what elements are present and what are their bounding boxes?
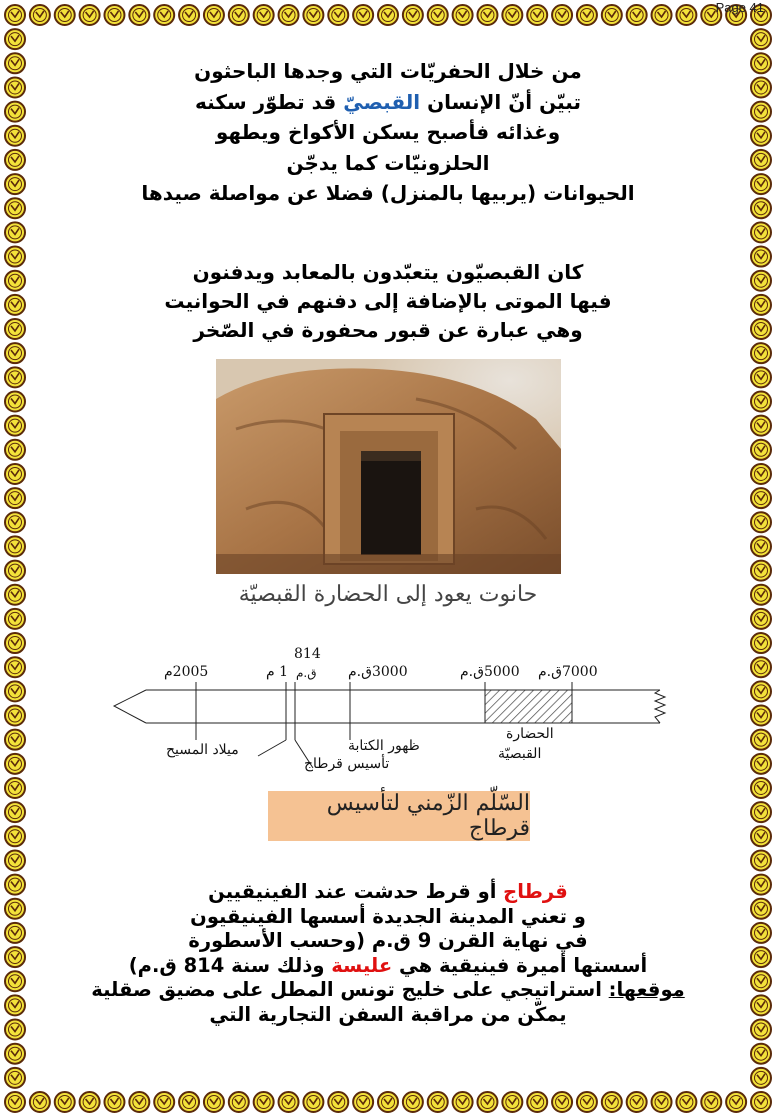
clock-ornament-icon (5, 1044, 25, 1064)
clock-ornament-icon (5, 947, 25, 967)
clock-ornament-icon (154, 5, 174, 25)
clock-ornament-icon (751, 971, 771, 991)
rock-tomb-photo (216, 359, 561, 574)
clock-ornament-icon (751, 561, 771, 581)
paragraph-carthage (60, 880, 716, 1027)
location-label: موقعها: (608, 978, 685, 1001)
paragraph-capsian-burial (60, 258, 716, 345)
clock-ornament-icon (378, 5, 398, 25)
clock-ornament-icon (5, 295, 25, 315)
clock-ornament-icon (5, 561, 25, 581)
clock-ornament-icon (751, 585, 771, 605)
clock-ornament-icon (751, 126, 771, 146)
clock-ornament-icon (676, 5, 696, 25)
clock-ornament-icon (5, 150, 25, 170)
clock-ornament-icon (751, 102, 771, 122)
clock-ornament-icon (477, 1092, 497, 1112)
date-7000bc: 7000ق.م (538, 664, 598, 680)
clock-ornament-icon (229, 1092, 249, 1112)
clock-ornament-icon (751, 1020, 771, 1040)
clock-ornament-icon (751, 222, 771, 242)
clock-ornament-icon (5, 585, 25, 605)
clock-ornament-icon (751, 899, 771, 919)
clock-ornament-icon (5, 1020, 25, 1040)
clock-ornament-icon (129, 5, 149, 25)
clock-ornament-icon (5, 512, 25, 532)
text-line: أسستها أميرة فينيقية هي عليسة وذلك سنة 814 ق.م) (128, 953, 648, 977)
clock-ornament-icon (502, 1092, 522, 1112)
clock-ornament-icon (279, 1092, 299, 1112)
clock-ornament-icon (627, 5, 647, 25)
clock-ornament-icon (328, 1092, 348, 1112)
clock-ornament-icon (5, 754, 25, 774)
clock-ornament-icon (5, 464, 25, 484)
clock-ornament-icon (453, 5, 473, 25)
clock-ornament-icon (5, 174, 25, 194)
event-carthage-founding: تأسيس قرطاج (304, 756, 390, 772)
date-3000bc: 3000ق.م (348, 664, 408, 680)
clock-ornament-icon (5, 995, 25, 1015)
clock-ornament-icon (403, 5, 423, 25)
clock-ornament-icon (751, 826, 771, 846)
clock-ornament-icon (428, 1092, 448, 1112)
clock-ornament-icon (5, 875, 25, 895)
event-capsian-line1: الحضارة (506, 726, 554, 742)
text-line: الحلزونيّات كما يدجّن (286, 150, 490, 175)
clock-ornament-icon (602, 5, 622, 25)
date-814-number: 814 (294, 646, 321, 662)
clock-ornament-icon (229, 5, 249, 25)
timeline-diagram (108, 640, 670, 780)
clock-ornament-icon (179, 1092, 199, 1112)
clock-ornament-icon (353, 5, 373, 25)
clock-ornament-icon (751, 802, 771, 822)
clock-ornament-icon (527, 5, 547, 25)
clock-ornament-icon (652, 5, 672, 25)
text-line: من خلال الحفريّات التي وجدها الباحثون (194, 59, 582, 83)
clock-ornament-icon (751, 995, 771, 1015)
clock-ornament-icon (5, 29, 25, 49)
clock-ornament-icon (428, 5, 448, 25)
clock-ornament-icon (80, 5, 100, 25)
clock-ornament-icon (751, 150, 771, 170)
clock-ornament-icon (477, 5, 497, 25)
clock-ornament-icon (5, 440, 25, 460)
clock-ornament-icon (751, 609, 771, 629)
clock-ornament-icon (453, 1092, 473, 1112)
clock-ornament-icon (5, 126, 25, 146)
clock-ornament-icon (5, 247, 25, 267)
clock-ornament-icon (751, 730, 771, 750)
clock-ornament-icon (751, 247, 771, 267)
clock-ornament-icon (751, 319, 771, 339)
clock-ornament-icon (751, 875, 771, 895)
clock-ornament-icon (5, 826, 25, 846)
clock-ornament-icon (676, 1092, 696, 1112)
clock-ornament-icon (751, 778, 771, 798)
date-814-suffix: ق.م (296, 666, 317, 680)
clock-ornament-icon (751, 391, 771, 411)
clock-ornament-icon (751, 1068, 771, 1088)
clock-ornament-icon (55, 5, 75, 25)
clock-ornament-icon (5, 416, 25, 436)
clock-ornament-icon (5, 657, 25, 677)
clock-ornament-icon (751, 850, 771, 870)
clock-ornament-icon (179, 5, 199, 25)
text-line: تبيّن أنّ الإنسان القبصيّ قد تطوّر سكنه (195, 89, 581, 114)
text-line: وهي عبارة عن قبور محفورة في الصّخر (193, 318, 583, 342)
clock-ornament-icon (204, 5, 224, 25)
page-number: Page 41 (715, 0, 764, 15)
clock-ornament-icon (353, 1092, 373, 1112)
text-line: يمكّن من مراقبة السفن التجارية التي (209, 1002, 567, 1026)
clock-ornament-icon (751, 464, 771, 484)
highlight-capsian: القبصيّ (343, 89, 421, 114)
clock-ornament-icon (652, 1092, 672, 1112)
clock-ornament-icon (726, 1092, 746, 1112)
clock-ornament-icon (751, 295, 771, 315)
date-5000bc: 5000ق.م (460, 664, 520, 680)
clock-ornament-icon (751, 367, 771, 387)
date-2005: 2005م (164, 664, 209, 680)
clock-ornament-icon (30, 5, 50, 25)
clock-ornament-icon (701, 1092, 721, 1112)
clock-ornament-icon (751, 947, 771, 967)
clock-ornament-icon (5, 850, 25, 870)
clock-ornament-icon (751, 1044, 771, 1064)
clock-ornament-icon (5, 102, 25, 122)
event-capsian-line2: القبصيّة (498, 746, 542, 762)
text-line: الحيوانات (يربيها بالمنزل) فضلا عن مواصلة صيدها (141, 181, 635, 205)
clock-ornament-icon (5, 706, 25, 726)
clock-ornament-icon (751, 923, 771, 943)
clock-ornament-icon (5, 730, 25, 750)
clock-ornament-icon (751, 706, 771, 726)
clock-ornament-icon (5, 488, 25, 508)
date-1ad: 1 م (266, 664, 289, 680)
clock-ornament-icon (303, 1092, 323, 1112)
clock-ornament-icon (5, 319, 25, 339)
clock-ornament-icon (154, 1092, 174, 1112)
clock-ornament-icon (5, 778, 25, 798)
clock-ornament-icon (5, 536, 25, 556)
clock-ornament-icon (527, 1092, 547, 1112)
text-line: وغذائه فأصبح يسكن الأكواخ ويطهو (215, 120, 561, 144)
clock-ornament-icon (751, 198, 771, 218)
clock-ornament-icon (751, 754, 771, 774)
text-line: موقعها: استراتيجي على خليج تونس المطل على مضيق صقلية (91, 978, 685, 1001)
clock-ornament-icon (378, 1092, 398, 1112)
clock-ornament-icon (303, 5, 323, 25)
clock-ornament-icon (129, 1092, 149, 1112)
clock-ornament-icon (5, 77, 25, 97)
text-line: فيها الموتى بالإضافة إلى دفنهم في الحوانيت (164, 289, 612, 313)
clock-ornament-icon (751, 343, 771, 363)
clock-ornament-icon (552, 1092, 572, 1112)
clock-ornament-icon (602, 1092, 622, 1112)
clock-ornament-icon (55, 1092, 75, 1112)
event-writing: ظهور الكتابة (348, 738, 420, 754)
paragraph-capsian-life (60, 56, 716, 209)
clock-ornament-icon (751, 512, 771, 532)
clock-ornament-icon (104, 1092, 124, 1112)
clock-ornament-icon (5, 271, 25, 291)
clock-ornament-icon (403, 1092, 423, 1112)
clock-ornament-icon (5, 923, 25, 943)
text-line: في نهاية القرن 9 ق.م (وحسب الأسطورة (188, 929, 588, 952)
clock-ornament-icon (577, 1092, 597, 1112)
clock-ornament-icon (577, 5, 597, 25)
clock-ornament-icon (30, 1092, 50, 1112)
clock-ornament-icon (751, 488, 771, 508)
clock-ornament-icon (5, 53, 25, 73)
clock-ornament-icon (5, 222, 25, 242)
clock-ornament-icon (5, 367, 25, 387)
clock-ornament-icon (751, 657, 771, 677)
highlight-carthage: قرطاج (503, 880, 568, 903)
clock-ornament-icon (751, 536, 771, 556)
clock-ornament-icon (204, 1092, 224, 1112)
timeline-title-banner: السّلّم الزّمني لتأسيس قرطاج (268, 791, 530, 841)
clock-ornament-icon (328, 5, 348, 25)
text-line: قرطاج أو قرط حدشت عند الفينيقيين (208, 880, 568, 903)
text-line: كان القبصيّون يتعبّدون بالمعابد ويدفنون (192, 260, 584, 284)
clock-ornament-icon (5, 802, 25, 822)
event-birth-christ: ميلاد المسيح (166, 742, 239, 758)
clock-ornament-icon (5, 681, 25, 701)
clock-ornament-icon (5, 899, 25, 919)
clock-ornament-icon (751, 1092, 771, 1112)
clock-ornament-icon (5, 633, 25, 653)
clock-ornament-icon (5, 198, 25, 218)
text-line: و تعني المدينة الجديدة أسسها الفينيقيون (190, 904, 586, 928)
clock-ornament-icon (5, 609, 25, 629)
clock-ornament-icon (5, 1068, 25, 1088)
clock-ornament-icon (751, 416, 771, 436)
clock-ornament-icon (627, 1092, 647, 1112)
clock-ornament-icon (751, 271, 771, 291)
clock-ornament-icon (104, 5, 124, 25)
highlight-elissa: عليسة (331, 953, 393, 977)
clock-ornament-icon (279, 5, 299, 25)
clock-ornament-icon (5, 971, 25, 991)
clock-ornament-icon (751, 77, 771, 97)
clock-ornament-icon (5, 1092, 25, 1112)
clock-ornament-icon (751, 681, 771, 701)
clock-ornament-icon (254, 5, 274, 25)
clock-ornament-icon (751, 29, 771, 49)
clock-ornament-icon (5, 391, 25, 411)
clock-ornament-icon (552, 5, 572, 25)
clock-ornament-icon (502, 5, 522, 25)
clock-ornament-icon (751, 440, 771, 460)
photo-caption: حانوت يعود إلى الحضارة القبصيّة (238, 582, 538, 607)
clock-ornament-icon (751, 633, 771, 653)
clock-ornament-icon (5, 343, 25, 363)
clock-ornament-icon (80, 1092, 100, 1112)
clock-ornament-icon (751, 53, 771, 73)
clock-ornament-icon (5, 5, 25, 25)
clock-ornament-icon (254, 1092, 274, 1112)
clock-ornament-icon (751, 174, 771, 194)
